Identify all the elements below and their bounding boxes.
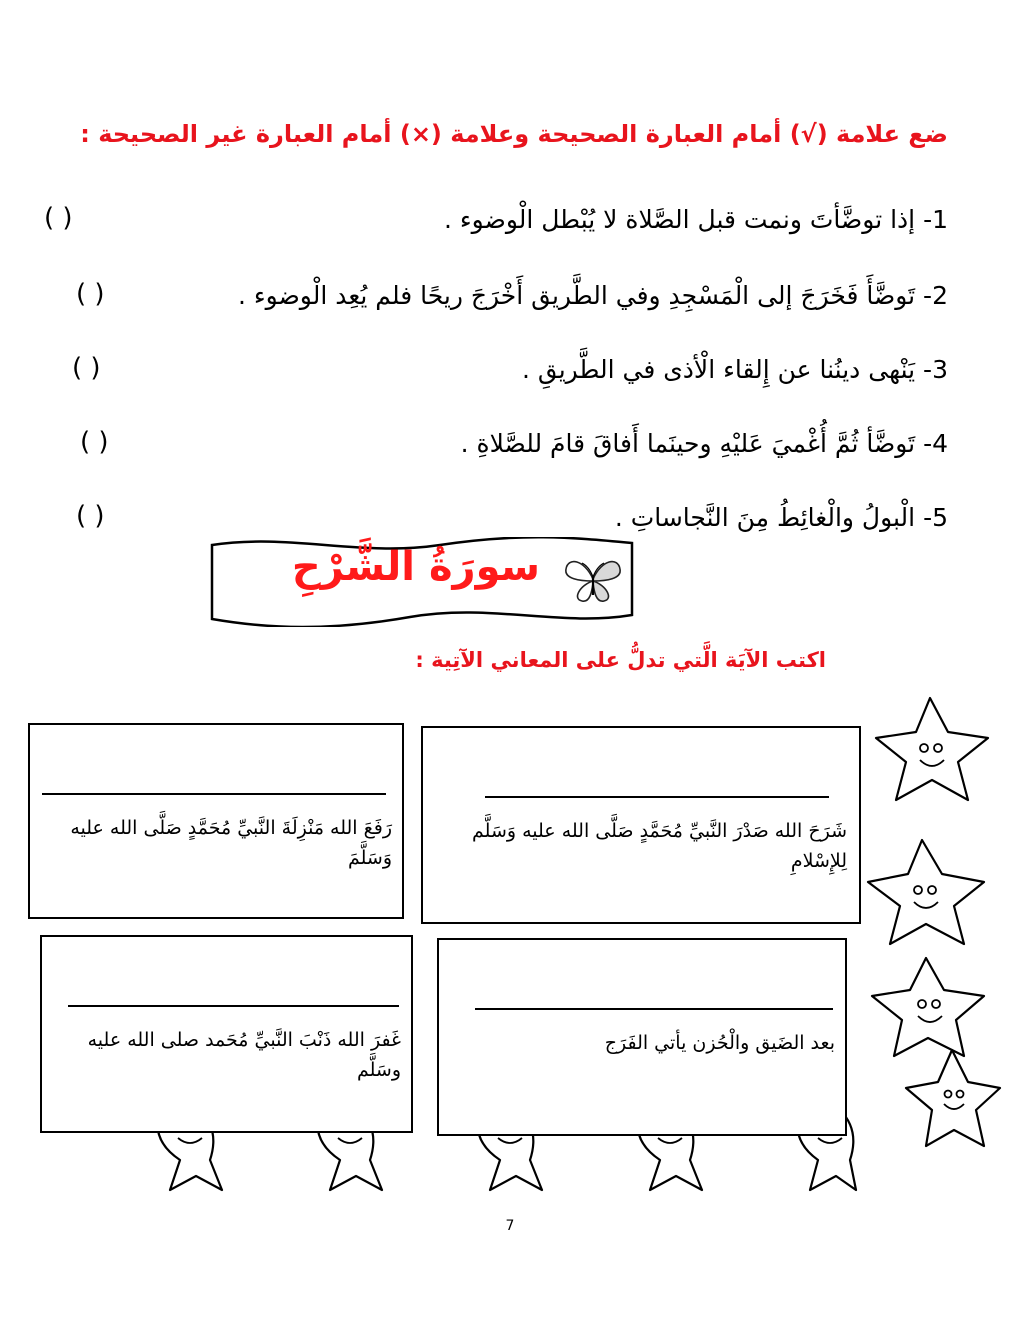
meaning-box-1 (421, 726, 861, 924)
answer-line-4[interactable] (68, 1005, 399, 1007)
meaning-text-1: شَرَحَ الله صَدْرَ النَّبيِّ مُحَمَّدٍ صَلَّى الله عليه وَسَلَّم لِلإِسْلامِ (472, 820, 847, 872)
page-number: 7 (505, 1218, 515, 1234)
meaning-text-3: بعد الضَيق والْحُزن يأتي الفَرَج (604, 1032, 835, 1054)
meaning-text-2: رَفَعَ الله مَنْزِلَةَ النَّبيِّ مُحَمَّدٍ صَلَّى الله عليه وَسَلَّمَ (70, 817, 392, 869)
answer-line-1[interactable] (485, 796, 829, 798)
meaning-box-4 (40, 935, 413, 1133)
answer-parens-4[interactable]: ( ) (80, 427, 109, 457)
answer-line-2[interactable] (42, 793, 386, 795)
statement-4: 4- تَوضَّأ ثُمَّ أُغْميَ عَليْهِ وحينَما أَفاقَ قامَ للصَّلاةِ . (460, 429, 948, 458)
star-characters-right (860, 690, 1010, 1160)
statement-2: 2- تَوضَّأَ فَخَرَجَ إلى الْمَسْجِدِ وفي الطَّريق أَخْرَجَ ريحًا فلم يُعِد الْوضوء . (238, 281, 948, 310)
sub-instruction: اكتب الآيَة الَّتي تدلُّ على المعاني الآتِية : (415, 648, 826, 672)
instruction-heading: ضع علامة (√) أمام العبارة الصحيحة وعلامة (×) أمام العبارة غير الصحيحة : (80, 120, 948, 148)
answer-line-3[interactable] (475, 1008, 833, 1010)
statement-3: 3- يَنْهى دينُنا عن إِلقاء الْأذى في الطَّريقِ . (521, 355, 948, 384)
butterfly-icon (562, 555, 624, 607)
statement-5: 5- الْبولُ والْغائِطُ مِنَ النَّجاساتِ . (614, 503, 948, 532)
meaning-text-4: غَفرَ الله ذَنْبَ النَّبيِّ مُحَمد صلى الله عليه وسَلَّم (87, 1029, 401, 1081)
meaning-box-3 (437, 938, 847, 1136)
meaning-box-2 (28, 723, 404, 919)
answer-parens-3[interactable]: ( ) (72, 353, 101, 383)
answer-parens-2[interactable]: ( ) (76, 279, 105, 309)
statement-1: 1- إذا توضَّأتَ ونمت قبل الصَّلاة لا يُبْطل الْوضوء . (444, 205, 948, 234)
surah-title: سورَةُ الشَّرْحِ (291, 544, 540, 590)
answer-parens-5[interactable]: ( ) (76, 501, 105, 531)
answer-parens-1[interactable]: ( ) (44, 203, 73, 233)
